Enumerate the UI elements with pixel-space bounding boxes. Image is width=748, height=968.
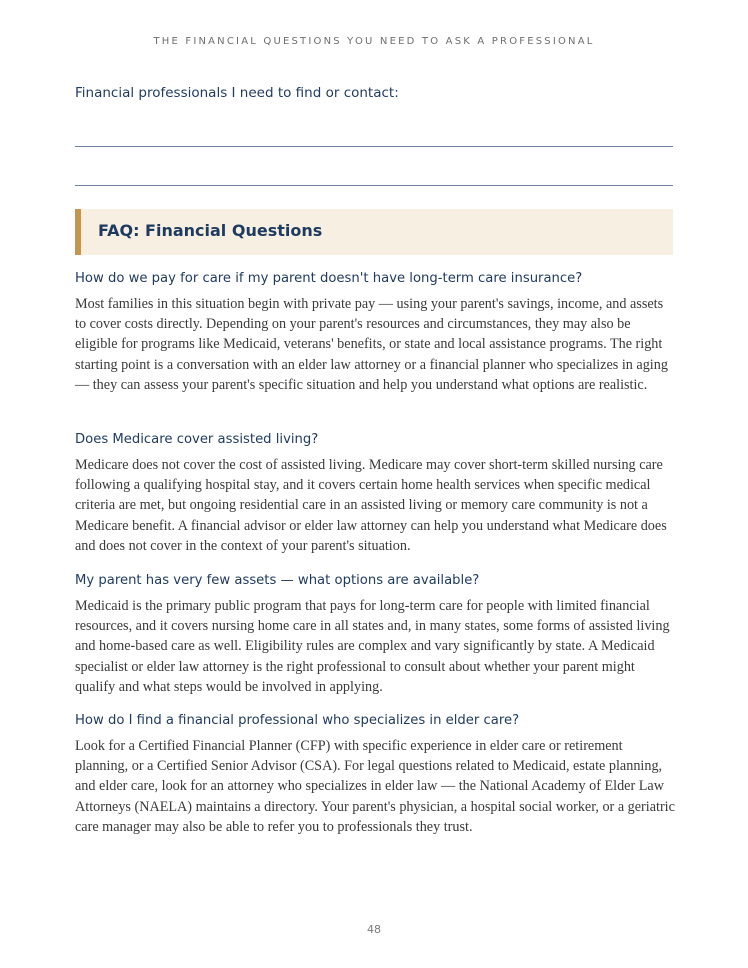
faq-question: My parent has very few assets — what options are available?: [75, 573, 480, 588]
faq-answer: Medicare does not cover the cost of assisted living. Medicare may cover short-term skilled nursing care following a qualifying hospital stay, and it covers certain home health services when specific medical criteria are met, but ongoing residential care in an assisted living or memory care community is not a Medicare benefit. A financial advisor or elder law attorney can help you understand what Medicare does and does not cover in the context of your parent's situation.: [75, 457, 667, 554]
faq-item: [75, 572, 675, 697]
faq-item: [75, 431, 675, 556]
faq-answer: Look for a Certified Financial Planner (CFP) with specific experience in elder care or retirement planning, or a Certified Senior Advisor (CSA). For legal questions related to Medicaid, estate planning, and elder care, look for an attorney who specializes in elder law — the National Academy of Elder Law Attorneys (NAELA) maintains a directory. Your parent's physician, a hospital social worker, or a geriatric care manager may also be able to refer you to professionals they trust.: [75, 738, 675, 835]
faq-question: Does Medicare cover assisted living?: [75, 432, 319, 447]
writing-line: [75, 185, 673, 186]
running-header: THE FINANCIAL QUESTIONS YOU NEED TO ASK A PROFESSIONAL: [153, 36, 595, 47]
notes-label: Financial professionals I need to find or contact:: [75, 85, 399, 101]
faq-title: FAQ: Financial Questions: [98, 221, 323, 240]
faq-answer: Medicaid is the primary public program that pays for long-term care for people with limited financial resources, and it covers nursing home care in all states and, in many states, some forms of assisted living and home-based care as well. Eligibility rules are complex and vary significantly by state. A Medicaid specialist or elder law attorney is the right professional to consult about whether your parent might qualify and what steps would be involved in applying.: [75, 598, 670, 695]
faq-question: How do I find a financial professional who specializes in elder care?: [75, 713, 520, 728]
faq-banner: [75, 209, 673, 255]
faq-item: [75, 270, 675, 395]
faq-answer: Most families in this situation begin with private pay — using your parent's savings, income, and assets to cover costs directly. Depending on your parent's resources and circumstances, they may also be eligible for programs like Medicaid, veterans' benefits, or state and local assistance programs. The right starting point is a conversation with an elder law attorney or a financial planner who specializes in aging — they can assess your parent's specific situation and help you understand what options are realistic.: [75, 296, 668, 393]
faq-item: [75, 712, 675, 837]
writing-line: [75, 146, 673, 147]
faq-question: How do we pay for care if my parent doesn't have long-term care insurance?: [75, 271, 583, 286]
page-number: 48: [367, 923, 381, 936]
